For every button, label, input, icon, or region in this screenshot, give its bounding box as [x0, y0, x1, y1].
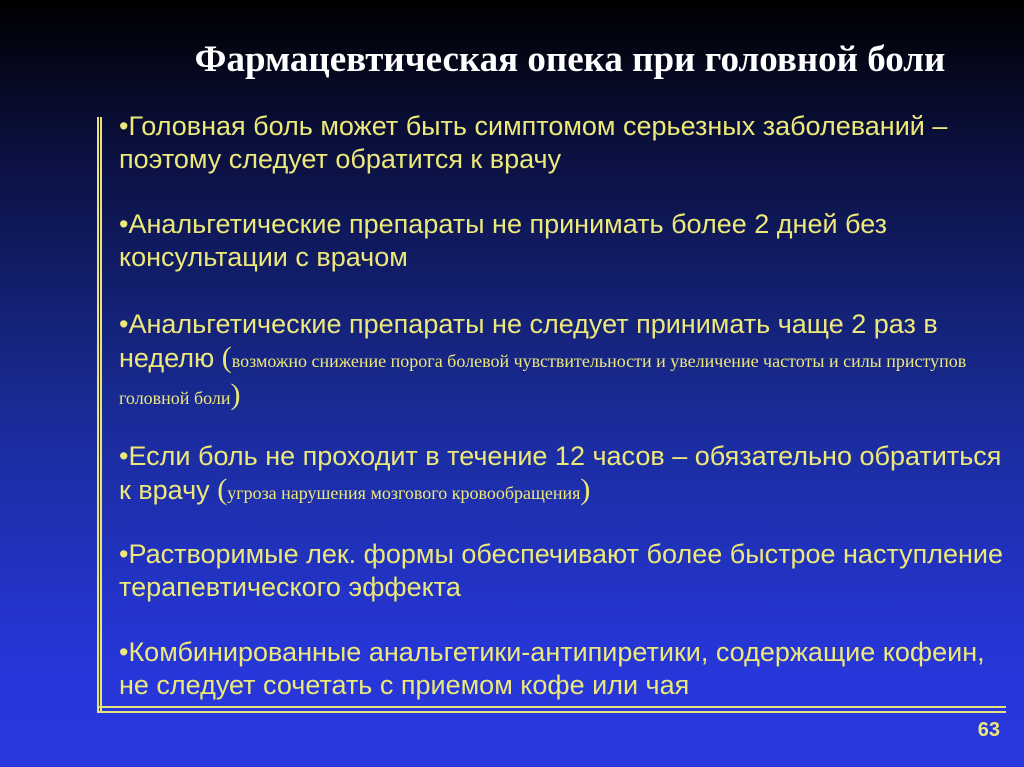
frame-bottom-border	[97, 706, 1006, 713]
note-close-paren: )	[580, 473, 591, 506]
note-close-paren: )	[230, 378, 241, 411]
bullet-item	[119, 636, 1009, 702]
note-open-paren: (	[221, 341, 232, 374]
bullet-text: •Анальгетические препараты не принимать более 2 дней без консультации с врачом	[119, 209, 888, 272]
bullet-text: •Если боль не проходит в течение 12 часов – обязательно обратиться к врачу	[119, 441, 1002, 505]
bullet-note: угроза нарушения мозгового кровообращения	[227, 483, 581, 503]
bullet-item	[119, 110, 1009, 176]
slide-title: Фармацевтическая опека при головной боли	[194, 39, 946, 80]
page-number: 63	[977, 719, 1000, 741]
bullet-text: •Анальгетические препараты не следует принимать чаще 2 раз в неделю	[119, 309, 938, 373]
bullet-text: •Головная боль может быть симптомом серьезных заболеваний – поэтому следует обратится к врачу	[119, 111, 948, 174]
bullet-text: •Комбинированные анальгетики-антипиретики, содержащие кофеин, не следует сочетать с приемом кофе или чая	[119, 637, 985, 700]
bullet-text: •Растворимые лек. формы обеспечивают более быстрое наступление терапевтического эффекта	[119, 539, 1004, 602]
bullet-item	[119, 208, 1009, 274]
bullet-item	[119, 538, 1009, 604]
bullet-item	[119, 440, 1009, 510]
bullet-note: возможно снижение порога болевой чувствительности и увеличение частоты и силы приступов головной боли	[119, 351, 967, 408]
bullet-item	[119, 308, 1009, 415]
note-open-paren: (	[217, 473, 228, 506]
frame-left-border	[97, 117, 102, 713]
